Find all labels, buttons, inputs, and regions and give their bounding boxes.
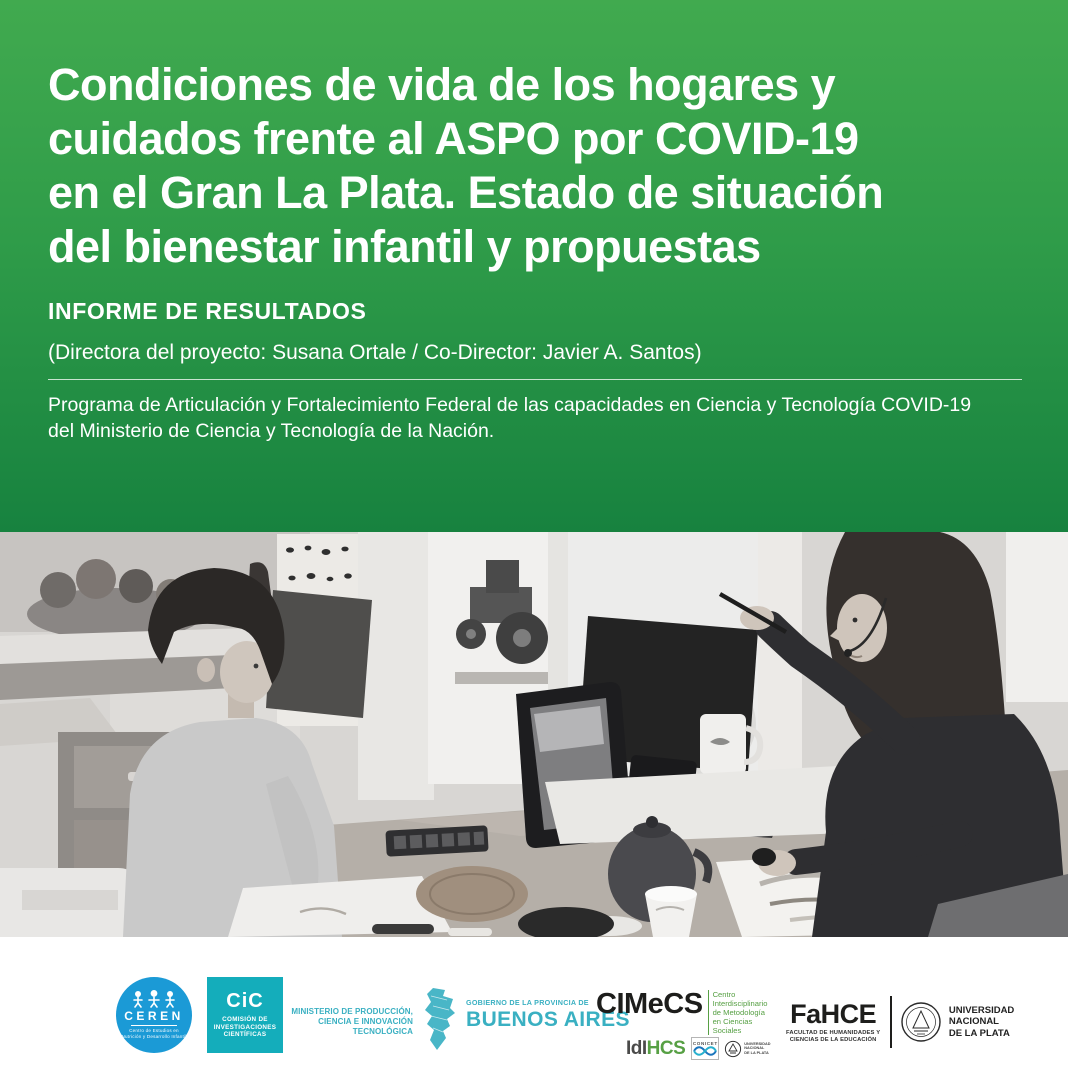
cimecs-side-line1: Centro Interdisciplinario <box>712 990 768 1008</box>
hero-section <box>0 0 1068 532</box>
cic-line1: COMISIÓN DE <box>222 1015 268 1023</box>
unlp-seal-icon-large <box>900 999 942 1045</box>
idihcs-logotype: IdIHCS <box>626 1037 686 1059</box>
cic-line2: INVESTIGACIONES <box>213 1023 277 1031</box>
unlp-mini-line2: NACIONAL <box>744 1046 765 1051</box>
cic-logo <box>207 977 283 1053</box>
ceren-subtitle-line1: Centro de Estudios en <box>129 1028 179 1034</box>
title-line-1: Condiciones de vida de los hogares y <box>48 59 836 110</box>
unlp-mini-line3: DE LA PLATA <box>744 1050 769 1055</box>
cimecs-side-line3: en Ciencias Sociales <box>712 1017 753 1035</box>
ministerio-logo <box>281 1007 413 1037</box>
unlp-line1: UNIVERSIDAD <box>948 1004 1015 1016</box>
program-description <box>48 392 1022 444</box>
unlp-line2: NACIONAL <box>948 1016 999 1028</box>
provincia-big-text: BUENOS AIRES <box>466 1008 630 1031</box>
page-title <box>48 58 1022 274</box>
fahce-sub-line2: CIENCIAS DE LA EDUCACIÓN <box>789 1036 877 1043</box>
unlp-mini-line1: UNIVERSIDAD <box>744 1041 771 1046</box>
cimecs-logotype: CIMeCS <box>596 988 703 1020</box>
cic-logotype: CiC <box>226 989 264 1012</box>
ceren-subtitle-line2: Nutrición y Desarrollo Infantil <box>121 1034 187 1039</box>
unlp-seal-icon <box>724 1040 742 1058</box>
conicet-ribbon-icon <box>692 1046 718 1056</box>
fahce-sub-line1: FACULTAD DE HUMANIDADES Y <box>786 1029 881 1036</box>
title-line-4: del bienestar infantil y propuestas <box>48 221 761 272</box>
title-line-2: cuidados frente al ASPO por COVID-19 <box>48 113 859 164</box>
ceren-logo <box>116 977 192 1053</box>
ministerio-line1: MINISTERIO DE PRODUCCIÓN, <box>291 1007 413 1016</box>
conicet-logo: CONICET <box>691 1037 719 1060</box>
report-type-label: INFORME DE RESULTADOS <box>48 298 367 324</box>
ministerio-line2: CIENCIA E INNOVACIÓN TECNOLÓGICA <box>318 1017 413 1036</box>
cic-line3: CIENTÍFICAS <box>223 1031 267 1039</box>
unlp-mini-seal <box>724 1040 770 1058</box>
ceren-divider <box>131 1025 177 1026</box>
unlp-line3: DE LA PLATA <box>948 1027 1010 1039</box>
program-line-2: del Ministerio de Ciencia y Tecnología de la Nación. <box>48 420 495 442</box>
cimecs-side-line2: de Metodología <box>712 1008 765 1017</box>
home-schooling-photo <box>0 532 1068 937</box>
home-schooling-photo-illustration <box>0 532 1068 937</box>
fahce-divider <box>890 996 892 1048</box>
fahce-unlp-logo <box>786 996 1014 1048</box>
fahce-logotype: FaHCE <box>790 998 877 1029</box>
program-line-1: Programa de Articulación y Fortalecimiento Federal de las capacidades en Ciencia y Tecnología COVID-19 <box>48 394 972 416</box>
divider-line <box>48 379 1022 380</box>
title-line-3: en el Gran La Plata. Estado de situación <box>48 167 884 218</box>
ceren-acronym: CEREN <box>124 1009 184 1024</box>
institutional-logos-footer <box>0 937 1068 1068</box>
ceren-children-icon <box>126 990 182 1008</box>
provincia-small-text: GOBIERNO DE LA PROVINCIA DE <box>466 998 589 1007</box>
directors-line: (Directora del proyecto: Susana Ortale / Co-Director: Javier A. Santos) <box>48 341 702 364</box>
buenos-aires-map-icon <box>419 986 461 1057</box>
cimecs-logo <box>596 988 771 1060</box>
